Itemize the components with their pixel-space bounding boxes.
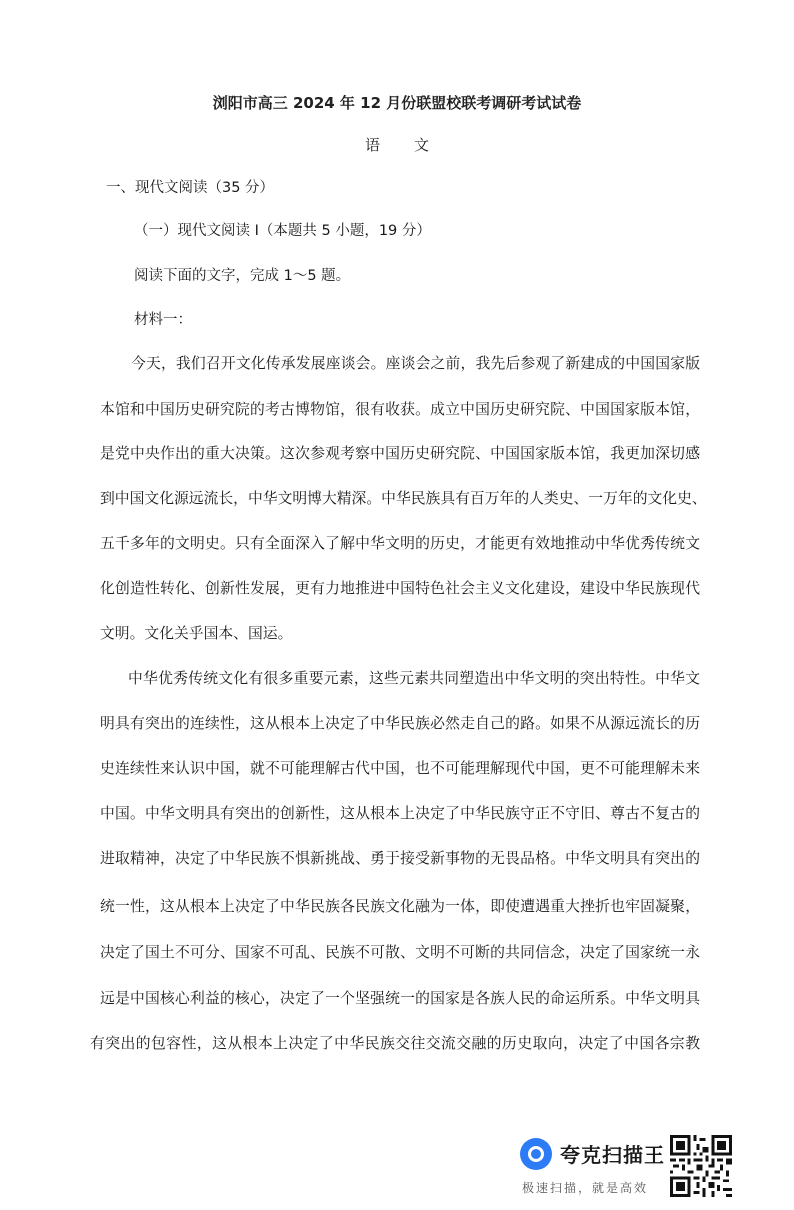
- scanner-slogan: 极速扫描，就是高效: [522, 1181, 649, 1195]
- paragraph-line: 是党中央作出的重大决策。这次参观考察中国历史研究院、中国国家版本馆，我更加深切感: [100, 445, 700, 462]
- paragraph-line: 史连续性来认识中国，就不可能理解古代中国，也不可能理解现代中国，更不可能理解未来: [100, 760, 700, 777]
- qr-code-icon: [670, 1135, 732, 1197]
- paragraph-line: 决定了国土不可分、国家不可乱、民族不可散、文明不可断的共同信念，决定了国家统一永: [100, 944, 700, 961]
- paragraph-line: 本馆和中国历史研究院的考古博物馆，很有收获。成立中国历史研究院、中国国家版本馆，: [100, 401, 700, 418]
- paragraph-line: 文明。文化关乎国本、国运。: [100, 625, 293, 642]
- paragraph-line: 到中国文化源远流长，中华文明博大精深。中华民族具有百万年的人类史、一万年的文化史、: [100, 490, 707, 507]
- material-label: 材料一：: [134, 312, 192, 328]
- paragraph-line: 化创造性转化、创新性发展，更有力地推进中国特色社会主义文化建设，建设中华民族现代: [100, 580, 700, 597]
- paragraph-line: 中国。中华文明具有突出的创新性，这从根本上决定了中华民族守正不守旧、尊古不复古的: [100, 805, 700, 822]
- reading-instruction: 阅读下面的文字，完成 1～5 题。: [134, 268, 351, 284]
- paragraph-line: 五千多年的文明史。只有全面深入了解中华文明的历史，才能更有效地推动中华优秀传统文: [100, 535, 700, 552]
- paragraph-line: 中华优秀传统文化有很多重要元素，这些元素共同塑造出中华文明的突出特性。中华文: [128, 670, 700, 687]
- scanner-logo-icon: [520, 1138, 552, 1170]
- paragraph-line: 有突出的包容性，这从根本上决定了中华民族交往交流交融的历史取向，决定了中国各宗教: [90, 1035, 700, 1052]
- subject-label: 语文: [364, 136, 463, 154]
- exam-title: 浏阳市高三 2024 年 12 月份联盟校联考调研考试试卷: [212, 94, 582, 112]
- section-subheading: （一）现代文阅读 I（本题共 5 小题，19 分）: [134, 223, 431, 239]
- paragraph-line: 统一性，这从根本上决定了中华民族各民族文化融为一体，即使遭遇重大挫折也牢固凝聚，: [100, 898, 700, 915]
- paragraph-line: 今天，我们召开文化传承发展座谈会。座谈会之前，我先后参观了新建成的中国国家版: [131, 355, 700, 372]
- scanner-brand: 夸克扫描王: [560, 1143, 665, 1167]
- paragraph-line: 明具有突出的连续性，这从根本上决定了中华民族必然走自己的路。如果不从源远流长的历: [100, 715, 700, 732]
- paragraph-line: 远是中国核心利益的核心，决定了一个坚强统一的国家是各族人民的命运所系。中华文明具: [100, 990, 700, 1007]
- paragraph-line: 进取精神，决定了中华民族不惧新挑战、勇于接受新事物的无畏品格。中华文明具有突出的: [100, 850, 700, 867]
- scanner-watermark: [520, 1135, 735, 1197]
- section-heading: 一、现代文阅读（35 分）: [106, 180, 275, 196]
